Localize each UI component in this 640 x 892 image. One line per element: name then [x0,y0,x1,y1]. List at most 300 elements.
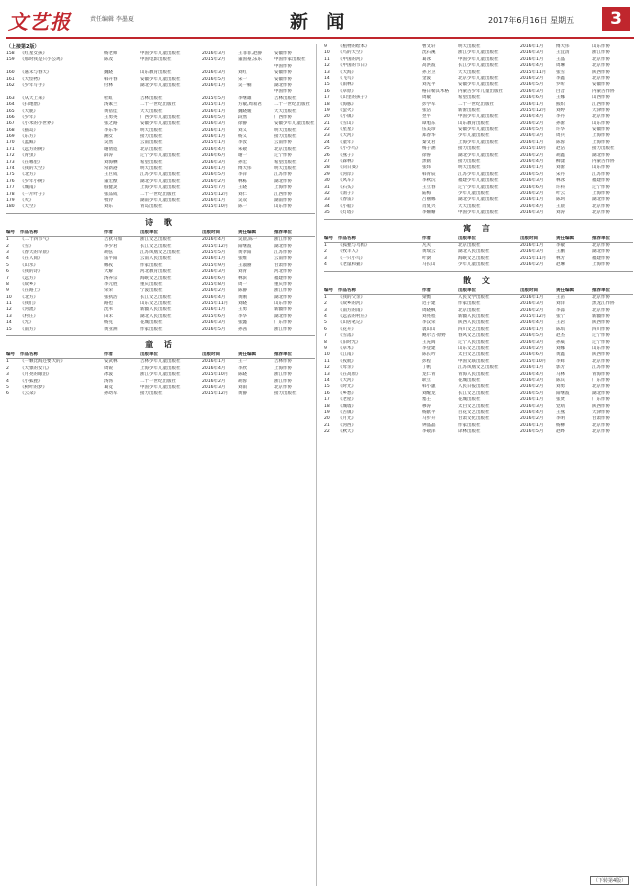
cell-date: 2015年7月 [202,185,226,191]
cell-author: 谭旭东 [422,120,436,126]
cell-recommender: 甘肃作协 [592,416,610,422]
cell-title: 《故乡的河》 [338,301,365,307]
cell-editor: 刘仁 [238,191,247,197]
cell-title: 《江南》 [338,352,356,358]
cell-publisher: 长江文艺出版社 [458,390,490,396]
cell-publisher: 明天出版社 [458,44,481,49]
cell-author: 黄瑞云 [422,249,436,255]
cell-date: 2015年8月 [202,281,226,287]
cell-title: 《月亮的眼泪》 [20,372,52,378]
cell-editor: 王岩 [556,320,565,326]
cell-title: 《小小鸟》 [338,146,361,152]
cell-recommender: 上海作协 [592,133,610,139]
cell-recommender: 山东作协 [592,120,610,126]
cell-title: 《光》 [20,320,34,326]
cell-date: 2015年12月 [202,243,229,249]
cell-editor: 张雪 [556,69,565,75]
cell-author: 董宏猷 [104,178,118,184]
cell-editor: 宋一 [238,76,247,82]
cell-publisher: 湖北人民出版社 [458,249,490,255]
cell-editor: 孙蕾 [556,120,565,126]
cell-title: 《夜航》 [338,358,356,364]
cell-date: 2016年1月 [520,101,544,107]
cell-editor: 胡鑫 [556,152,565,158]
cell-no: 21 [324,422,330,428]
cell-editor: 赵杰 [556,333,565,339]
cell-recommender: 云南作协 [274,256,292,262]
cell-date: 2016年1月 [520,294,544,300]
cell-author: 汤养宗 [104,275,118,281]
cell-recommender: 北京作协 [592,429,610,435]
cell-author: 王勇英 [104,114,118,120]
cell-title: 《少年》 [20,114,38,120]
cell-title: 《河流》 [20,307,38,313]
cell-author: 耿立 [422,377,431,383]
cell-no: 2 [324,301,327,307]
cell-title: 《大河》 [338,377,356,383]
cell-no: 3 [6,372,9,378]
cell-editor: 谢一 [238,153,247,159]
cell-publisher: 明天出版社 [458,165,481,171]
page-number: 3 [602,7,630,31]
cell-author: 作者 [422,235,431,241]
cell-no: 25 [324,146,330,152]
cell-no: 169 [6,134,15,140]
cell-editor: 责任编辑 [238,229,256,235]
cell-no: 22 [324,127,330,133]
cell-recommender: 江西作协 [592,101,610,107]
cell-publisher: 少年儿童出版社 [458,190,490,196]
cell-recommender: 福建作协 [592,255,610,261]
cell-title: 《我的父亲》 [338,294,365,300]
cell-publisher: 云南出版社 [140,140,163,146]
cell-date: 2016年3月 [520,249,544,255]
cell-publisher: 出版单位 [458,235,476,241]
cell-author: 张品成 [104,191,118,197]
cell-publisher: 新疆人民出版社 [140,307,172,313]
cell-editor: 魏晓媛 [238,108,252,114]
table-header-row [6,352,315,359]
cell-title: 《小米的小世界》 [20,121,56,127]
cell-author: 刘亮程 [422,314,436,320]
cell-recommender: 二十一世纪出版社 [274,102,310,108]
cell-author: 高洪波 [422,63,436,69]
cell-title: 《北方》 [20,172,38,178]
cell-date: 2016年4月 [202,146,226,152]
cell-publisher: 花城出版社 [458,377,481,383]
cell-publisher: 青岛出版社 [140,204,163,210]
cell-date: 2016年1月 [202,127,226,133]
cell-publisher: 浙江少年儿童出版社 [458,50,499,56]
cell-editor: 陈晓 [238,372,247,378]
cell-date: 2015年12月 [202,191,229,197]
cell-date: 2016年3月 [520,50,544,56]
cell-title: 《灯塔》 [338,210,356,216]
cell-no: 175 [6,172,15,178]
cell-no: 编号 [324,287,333,293]
cell-author: 王巨成 [104,172,118,178]
cell-editor: 刘涛 [556,210,565,216]
cell-editor: 责任编辑 [556,235,574,241]
cell-publisher: 太白文艺出版社 [458,352,490,358]
cell-author: 李少君 [104,243,118,249]
cell-recommender: 北京作协 [592,210,610,216]
cell-recommender: 云南作协 [274,140,292,146]
cell-editor: 刘青 [238,269,247,275]
table-row [324,210,633,216]
cell-date: 2016年4月 [520,63,544,69]
cell-no: 15 [324,384,330,390]
cell-author: 黄蓓佳 [104,108,118,114]
cell-recommender: 推荐单位 [592,235,610,241]
cell-date: 2015年9月 [202,262,226,268]
cell-title: 《火》 [20,197,34,203]
cell-no: 13 [6,313,12,319]
cell-title: 《二十四节气》 [20,237,52,243]
cell-author: 娜夜 [104,262,113,268]
cell-date: 2016年1月 [520,365,544,371]
cell-no: 164 [6,102,15,108]
cell-no: 9 [324,44,327,49]
cell-author: 作者 [104,352,113,358]
cell-author: 李元胜 [104,281,118,287]
cell-editor: 黄静 [238,391,247,397]
cell-title: 《山里的孩子》 [338,95,370,101]
cell-date: 2015年11月 [520,255,547,261]
cell-author: 徐鲁 [422,152,431,158]
cell-recommender: 湖南作协 [274,197,292,203]
cell-date: 2015年6月 [202,313,226,319]
cell-date: 2016年2月 [520,346,544,352]
cell-title: 《小镇》 [338,114,356,120]
cell-recommender: 新疆作协 [592,314,610,320]
cell-publisher: 上海少年儿童出版社 [458,139,499,145]
cell-publisher: 二十一世纪出版社 [140,191,176,197]
cell-recommender: 北京作协 [274,384,292,390]
cell-author: 塞壬 [422,397,431,403]
column-divider [316,44,317,886]
cell-date: 2016年4月 [520,320,544,326]
table-row [6,327,315,333]
cell-author: 韩青辰 [422,171,436,177]
cell-recommender: 湖北作协 [274,243,292,249]
cell-editor: 徐静 [238,121,247,127]
cell-author: 周晓枫 [422,307,436,313]
cell-author: 冰波 [104,372,113,378]
cell-editor: 王淑丽 [238,262,252,268]
cell-title: 《石头》 [338,184,356,190]
cell-recommender: 陕西作协 [592,352,610,358]
cell-editor: 刘雨 [238,384,247,390]
cell-editor: 赵晔 [556,429,565,435]
cell-editor: 刘婷 [556,107,565,113]
cell-editor: 阳继波 [238,243,252,249]
cell-no: 29 [324,171,330,177]
cell-title: 作品名称 [338,235,356,241]
cell-title: 《我的天空》 [20,166,47,172]
cell-editor: 李汝 [238,140,247,146]
cell-title: 《大象的女儿》 [20,365,52,371]
cell-title: 《古镇》 [338,409,356,415]
cell-editor: 孙威 [556,339,565,345]
cell-date: 2016年4月 [202,294,226,300]
cell-publisher: 辽宁少年儿童出版社 [458,184,499,190]
left-column [6,44,315,398]
cell-no: 12 [6,307,12,313]
cell-title: 《风车》 [338,178,356,184]
cell-recommender: 明天出版社 [274,166,297,172]
cell-publisher: 中国少年儿童出版社 [458,210,499,216]
cell-publisher: 山东教育出版社 [140,70,172,76]
cell-title: 《我的诗》 [20,269,43,275]
cell-date: 出版时间 [202,352,220,358]
cell-recommender: 湖北作协 [592,390,610,396]
cell-title: 《在高原》 [338,371,361,377]
cell-author: 谢倩霓 [104,146,118,152]
cell-title: 《天空》 [20,204,38,210]
cell-editor: 刘娜 [556,346,565,352]
cell-recommender: 山东作协 [592,165,610,171]
cell-editor: 刘红 [238,70,247,76]
cell-editor: 党靖 [556,403,565,409]
cell-publisher: 吉林出版社 [140,95,163,101]
cell-recommender: 重庆作协 [274,281,292,287]
cell-no: 14 [324,377,330,383]
cell-author: 陈长吟 [422,352,436,358]
cell-recommender: 安徽作协 [274,76,292,82]
cell-recommender: 辽宁作协 [592,184,610,190]
table-header-row [324,288,633,295]
cell-recommender: 内蒙古作协 [592,159,615,165]
cell-title: 《山水》 [20,262,38,268]
cell-no: 180 [6,204,15,210]
cell-publisher: 出版单位 [140,229,158,235]
cell-title: 《雪落》 [338,333,356,339]
cell-no: 1 [324,294,327,300]
cell-editor: 董国豪,乐乐 [238,57,262,63]
cell-date: 2015年12月 [520,107,547,113]
continued-note: （下转第4版） [590,876,629,885]
cell-author: 彭学军 [422,101,436,107]
cell-author: 翌平 [422,114,431,120]
cell-author: 荣荣 [104,288,113,294]
cell-title: 《远方的树》 [20,146,47,152]
cell-no: 27 [324,159,330,165]
cell-publisher: 重庆出版社 [140,281,163,287]
cell-recommender: 安徽作协 [592,127,610,133]
cell-recommender: 上海作协 [592,190,610,196]
cell-no: 162 [6,82,15,88]
cell-date: 2016年1月 [520,422,544,428]
cell-editor: 吴双 [238,197,247,203]
cell-author: 李登建 [422,346,436,352]
cell-author: 陈茂 [104,57,113,63]
cell-date: 出版时间 [520,235,538,241]
cell-editor: 林芳 [556,255,565,261]
cell-no: 4 [6,378,9,384]
cell-date: 2016年1月 [520,139,544,145]
cell-author: 沈苇 [104,307,113,313]
cell-recommender: 内蒙古作协 [592,88,615,94]
cell-title: 《北方》 [20,294,38,300]
cell-recommender: 安徽作协 [274,70,292,76]
cell-no: 5 [6,384,9,390]
cell-title: 《远去的村庄》 [338,314,370,320]
cell-no: 12 [324,63,330,69]
cell-editor: 张贤 [556,397,565,403]
cell-no: 158 [6,51,15,56]
cell-recommender: 江苏作协 [274,249,292,255]
cell-publisher: 新蕾出版社 [458,107,481,113]
cell-title: 《在人间》 [20,256,43,262]
continuation-label: （上接第2版） [6,44,40,50]
cell-publisher: 接力出版社 [140,391,163,397]
cell-editor: 责任编辑 [238,352,256,358]
cell-no: 173 [6,159,15,165]
cell-author: 马步升 [422,416,436,422]
cell-author: 孙卫卫 [422,69,436,75]
cell-publisher: 福建少年儿童出版社 [458,178,499,184]
cell-date: 2016年4月 [520,371,544,377]
cell-editor: 刘洋 [556,301,565,307]
cell-title: 《扫地僧》 [20,102,43,108]
cell-date: 2016年2月 [520,120,544,126]
cell-author: 沈石溪 [422,50,436,56]
cell-author: 彭程 [422,358,431,364]
cell-title: 《森林》 [338,159,356,165]
cell-date: 2016年2月 [202,178,226,184]
right-column [324,44,633,435]
cell-publisher: 天天出版社 [458,69,481,75]
cell-title: 《南方》 [20,326,38,332]
cell-title: 《植物的绘本》 [338,44,370,49]
cell-no: 172 [6,153,15,159]
cell-date: 2016年2月 [520,384,544,390]
cell-author: 刘海栖 [104,159,118,165]
cell-publisher: 吉林少年儿童出版社 [140,359,181,365]
cell-title: 《南方的雨》 [338,307,365,313]
cell-recommender: 陕西作协 [592,320,610,326]
cell-date: 2015年10月 [202,372,229,378]
cell-title: 《燕子》 [338,152,356,158]
cell-recommender: 新疆作协 [274,307,292,313]
cell-editor: 李明 [556,416,565,422]
cell-no: 17 [324,397,330,403]
cell-recommender: 北京作协 [592,307,610,313]
cell-publisher: 山东文艺出版社 [458,346,490,352]
cell-author: 鲍尔吉·原野 [422,333,446,339]
cell-date: 2016年3月 [520,377,544,383]
cell-author: 周敏 [422,95,431,101]
cell-editor: 李继雄 [238,95,252,101]
table-row [6,204,315,210]
cell-date: 2016年5月 [520,171,544,177]
cell-date: 2015年11月 [202,301,229,307]
cell-no: 15 [324,82,330,88]
cell-recommender: 江苏作协 [592,365,610,371]
cell-title: 《童年》 [338,139,356,145]
cell-no: 10 [6,294,12,300]
cell-publisher: 二十一世纪出版社 [458,101,494,107]
cell-recommender: 北京作协 [592,358,610,364]
cell-no: 19 [324,107,330,113]
cell-author: 李东华 [104,127,118,133]
cell-publisher: 上海少年儿童出版社 [140,185,181,191]
cell-no: 171 [6,146,15,152]
cell-title: 《雪》 [20,243,34,249]
cell-author: 葛冰 [422,56,431,62]
cell-author: 王立春 [422,184,436,190]
cell-recommender: 北京出版社 [274,146,297,152]
cell-no: 176 [6,178,15,184]
cell-author: 田禾 [104,313,113,319]
cell-author: 伍美珍 [422,127,436,133]
cell-publisher: 作家出版社 [458,422,481,428]
cell-recommender: 北京作协 [592,384,610,390]
cell-no: 10 [324,50,330,56]
cell-title: 《猫岛》 [20,127,38,133]
cell-publisher: 北京出版社 [140,146,163,152]
cell-editor: 方敏,周易君 [238,102,262,108]
cell-author: 张炜 [422,165,431,171]
cell-editor: 许科 [556,184,565,190]
cell-publisher: 二十一世纪出版社 [140,102,176,108]
cell-title: 《向日葵》 [338,165,361,171]
cell-title: 《大怪物》 [20,76,43,82]
cell-title: 《远方》 [20,275,38,281]
cell-author: 裘山山 [422,326,436,332]
cell-recommender: 江西作协 [274,191,292,197]
cell-editor: 胡蓉 [238,378,247,384]
cell-recommender: 上海作协 [274,365,292,371]
cell-author: 薛涛 [104,153,113,159]
cell-author: 金波 [422,75,431,81]
cell-date: 2016年5月 [202,76,226,82]
cell-date: 2016年1月 [202,197,226,203]
cell-publisher: 接力出版社 [140,134,163,140]
cell-recommender: 接力出版社 [274,134,297,140]
cell-title: 《东方》 [20,134,38,140]
cell-recommender: 湖北作协 [274,82,292,88]
cell-publisher: 希望出版社 [458,95,481,101]
cell-publisher: 陕西人民出版社 [458,320,490,326]
cell-title: 《牧羊人》 [338,249,361,255]
cell-title: 《母亲》 [338,365,356,371]
cell-title: 《红星女孩》 [20,51,47,56]
newspaper-masthead: 文艺报 [8,10,71,34]
cell-title: 《乡愁》 [338,390,356,396]
cell-publisher: 北京出版社 [458,242,481,248]
cell-title: 《城南》 [20,185,38,191]
cell-no: 11 [6,301,12,307]
cell-recommender: 甘肃作协 [274,262,292,268]
cell-no: 3 [6,249,9,255]
cell-date: 2016年4月 [520,409,544,415]
cell-editor: 许华 [556,127,565,133]
cell-author: 作者 [104,229,113,235]
cell-title: 《旧时光》 [338,339,361,345]
cell-editor: 王晓 [238,185,247,191]
cell-recommender: 广东作协 [592,397,610,403]
cell-no: 17 [324,95,330,101]
cell-recommender: 北京作协 [592,242,610,248]
cell-recommender: 湖北作协 [274,313,292,319]
cell-no: 11 [324,358,330,364]
cell-no: 11 [324,56,330,62]
cell-publisher: 中国少年儿童出版社 [458,56,499,62]
cell-title: 《星星》 [338,127,356,133]
cell-no: 174 [6,166,15,172]
